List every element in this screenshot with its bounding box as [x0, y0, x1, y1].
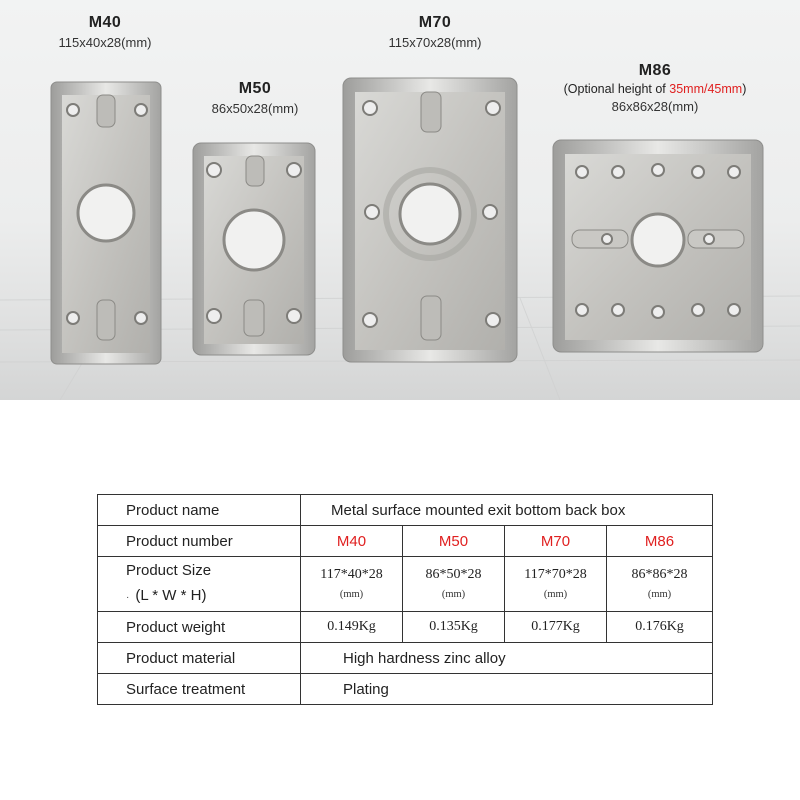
value-number-m50: M50 — [403, 526, 505, 557]
m70-box — [343, 78, 517, 362]
label-product-size: Product Size · (L * W * H) — [98, 557, 301, 612]
m70-name: M70 — [418, 14, 452, 31]
value-surface-treatment: Plating — [301, 674, 713, 705]
table-row-surface-treatment — [98, 674, 713, 705]
label-product-weight: Product weight — [98, 612, 301, 643]
m86-name: M86 — [638, 62, 672, 79]
table-row-product-weight — [98, 612, 713, 643]
m86-box — [553, 140, 763, 352]
m50-box — [193, 143, 315, 355]
value-weight-m50: 0.135Kg — [403, 612, 505, 643]
m50-dims: 86x50x28(mm) — [211, 101, 299, 116]
value-size-m86: 86*86*28 (mm) — [607, 557, 713, 612]
m86-dims: 86x86x28(mm) — [611, 99, 699, 114]
label-product-material: Product material — [98, 643, 301, 674]
value-weight-m40: 0.149Kg — [301, 612, 403, 643]
m40-box — [51, 82, 161, 364]
table-row-product-material — [98, 643, 713, 674]
m40-label — [40, 14, 170, 50]
table-row-product-number — [98, 526, 713, 557]
table-row-product-size — [98, 557, 713, 612]
label-surface-treatment: Surface treatment — [98, 674, 301, 705]
value-number-m70: M70 — [505, 526, 607, 557]
value-number-m86: M86 — [607, 526, 713, 557]
optional-height-values: 35mm/45mm — [669, 82, 743, 96]
value-product-name: Metal surface mounted exit bottom back box — [301, 495, 713, 526]
m70-dims: 115x70x28(mm) — [388, 35, 482, 50]
m40-name: M40 — [88, 14, 122, 31]
m86-label — [530, 62, 780, 114]
value-weight-m86: 0.176Kg — [607, 612, 713, 643]
label-product-name: Product name — [98, 495, 301, 526]
m50-name: M50 — [238, 80, 272, 97]
spec-table — [97, 494, 713, 705]
value-size-m40: 117*40*28 (mm) — [301, 557, 403, 612]
value-number-m40: M40 — [301, 526, 403, 557]
m40-dims: 115x40x28(mm) — [58, 35, 152, 50]
value-size-m50: 86*50*28 (mm) — [403, 557, 505, 612]
value-weight-m70: 0.177Kg — [505, 612, 607, 643]
value-product-material: High hardness zinc alloy — [301, 643, 713, 674]
m70-label — [365, 14, 505, 50]
table-row-product-name — [98, 495, 713, 526]
label-product-number: Product number — [98, 526, 301, 557]
m50-label — [190, 80, 320, 116]
m86-optional-height: (Optional height of 35mm/45mm) — [563, 82, 747, 96]
value-size-m70: 117*70*28 (mm) — [505, 557, 607, 612]
